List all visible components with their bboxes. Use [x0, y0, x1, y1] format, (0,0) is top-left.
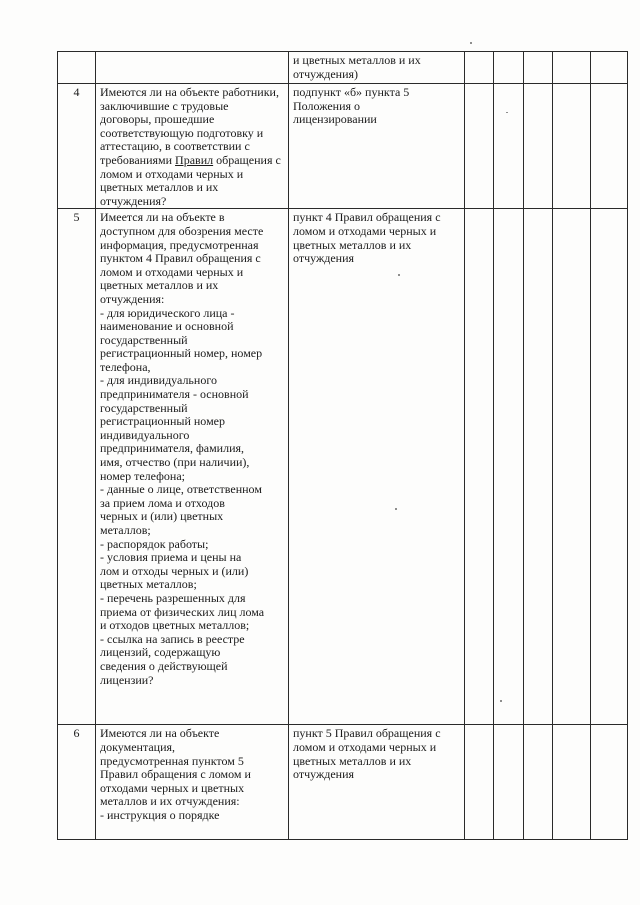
- question-line: лом и отходы черных и (или): [100, 563, 249, 578]
- question-line: заключившие с трудовые: [100, 98, 229, 113]
- question-line: ломом и отходами черных и: [100, 264, 244, 279]
- answer-cell: [465, 209, 494, 725]
- question-line: регистрационный номер, номер: [100, 346, 263, 361]
- question-line: номер телефона;: [100, 468, 186, 483]
- question-line: документация,: [100, 739, 176, 754]
- question-line: цветных металлов;: [100, 577, 197, 592]
- question-line: - условия приема и цены на: [100, 550, 242, 565]
- question-line: государственный: [100, 332, 188, 347]
- table-row: [58, 84, 628, 209]
- question-line: телефона,: [100, 359, 151, 374]
- question-line: - для индивидуального: [100, 373, 217, 388]
- question-line: доступном для обозрения месте: [100, 223, 264, 238]
- question-line: - для юридического лица -: [100, 305, 235, 320]
- question-line: индивидуального: [100, 427, 190, 442]
- question-cell: [96, 84, 289, 209]
- answer-cell: [465, 52, 494, 84]
- question-line: отчуждения?: [100, 193, 167, 208]
- scan-speck: [500, 700, 502, 702]
- answer-cell: [553, 209, 591, 725]
- answer-cell: [524, 52, 553, 84]
- question-line: за прием лома и отходов: [100, 495, 225, 510]
- question-line: информация, предусмотренная: [100, 237, 259, 252]
- reference-line: пункт 5 Правил обращения с: [293, 726, 441, 741]
- table-row: [58, 209, 628, 725]
- question-line: аттестацию, в соответствии с: [100, 139, 250, 154]
- reference-line: отчуждения: [293, 251, 355, 266]
- scan-speck: [506, 112, 508, 113]
- question-line: лицензии?: [100, 672, 154, 687]
- question-line: сведения о действующей: [100, 658, 228, 673]
- reference-cell: [289, 84, 465, 209]
- question-line: и отходов цветных металлов;: [100, 618, 250, 633]
- question-line: отчуждения:: [100, 291, 165, 306]
- reference-line: цветных металлов и их: [293, 753, 412, 768]
- row-number: 5: [58, 209, 96, 725]
- question-line: договоры, прошедшие: [100, 112, 215, 127]
- question-cell: [96, 209, 289, 725]
- answer-cell: [494, 52, 524, 84]
- question-line: Имеются ли на объекте: [100, 726, 220, 741]
- question-line: регистрационный номер: [100, 414, 225, 429]
- answer-cell: [465, 84, 494, 209]
- scan-speck: [398, 274, 400, 276]
- answer-cell: [591, 209, 628, 725]
- answer-cell: [591, 84, 628, 209]
- question-cell: [96, 725, 289, 840]
- question-line: ломом и отходами черных и: [100, 166, 244, 181]
- reference-line: цветных металлов и их: [293, 237, 412, 252]
- answer-cell: [465, 725, 494, 840]
- question-line: черных и (или) цветных: [100, 509, 224, 524]
- answer-cell: [494, 725, 524, 840]
- question-line: предусмотренная пунктом 5: [100, 753, 244, 768]
- question-line: - ссылка на запись в реестре: [100, 631, 245, 646]
- question-line: отходами черных и цветных: [100, 780, 245, 795]
- answer-cell: [494, 209, 524, 725]
- question-line: требованиями Правил обращения с: [100, 152, 281, 167]
- question-line: Имеется ли на объекте в: [100, 210, 225, 225]
- answer-cell: [553, 725, 591, 840]
- reference-line: Положения о: [293, 98, 361, 113]
- row-number: 4: [58, 84, 96, 209]
- row-number: [58, 52, 96, 84]
- question-line: соответствующую подготовку и: [100, 125, 264, 140]
- table-row: [58, 725, 628, 840]
- answer-cell: [553, 52, 591, 84]
- question-line: - инструкция о порядке: [100, 807, 220, 822]
- question-line: лицензий, содержащую: [100, 645, 221, 660]
- question-line: государственный: [100, 400, 188, 415]
- answer-cell: [524, 725, 553, 840]
- question-line: металлов;: [100, 523, 151, 537]
- question-line: металлов и их отчуждения:: [100, 794, 240, 809]
- answer-cell: [553, 84, 591, 209]
- reference-cell: [289, 52, 465, 84]
- reference-line: ломом и отходами черных и: [293, 739, 437, 754]
- reference-line: ломом и отходами черных и: [293, 223, 437, 238]
- question-line: предпринимателя - основной: [100, 387, 249, 402]
- checklist-table: [57, 51, 628, 840]
- question-line: - данные о лице, ответственном: [100, 482, 262, 497]
- reference-line: и цветных металлов и их: [293, 53, 421, 67]
- question-line: имя, отчество (при наличии),: [100, 455, 250, 470]
- question-line: Правил обращения с ломом и: [100, 767, 251, 782]
- reference-line: отчуждения: [293, 767, 355, 782]
- answer-cell: [591, 725, 628, 840]
- question-line: цветных металлов и их: [100, 180, 219, 195]
- question-cell: [96, 52, 289, 84]
- reference-line: лицензировании: [293, 112, 377, 127]
- question-line: приема от физических лиц лома: [100, 604, 265, 619]
- answer-cell: [524, 84, 553, 209]
- reference-line: отчуждения): [293, 66, 359, 81]
- answer-cell: [524, 209, 553, 725]
- table-row: [58, 52, 628, 84]
- reference-cell: [289, 209, 465, 725]
- answer-cell: [494, 84, 524, 209]
- answer-cell: [591, 52, 628, 84]
- question-line: - перечень разрешенных для: [100, 590, 246, 605]
- reference-line: пункт 4 Правил обращения с: [293, 210, 441, 225]
- reference-line: подпункт «б» пункта 5: [293, 85, 410, 99]
- question-line: цветных металлов и их: [100, 278, 219, 293]
- scan-speck: [470, 42, 472, 44]
- row-number: 6: [58, 725, 96, 840]
- question-line: предпринимателя, фамилия,: [100, 441, 245, 456]
- scan-speck: [395, 508, 397, 510]
- question-line: Имеются ли на объекте работники,: [100, 85, 279, 99]
- reference-cell: [289, 725, 465, 840]
- question-line: пунктом 4 Правил обращения с: [100, 251, 261, 266]
- question-line: - распорядок работы;: [100, 536, 209, 551]
- question-line: наименование и основной: [100, 319, 234, 334]
